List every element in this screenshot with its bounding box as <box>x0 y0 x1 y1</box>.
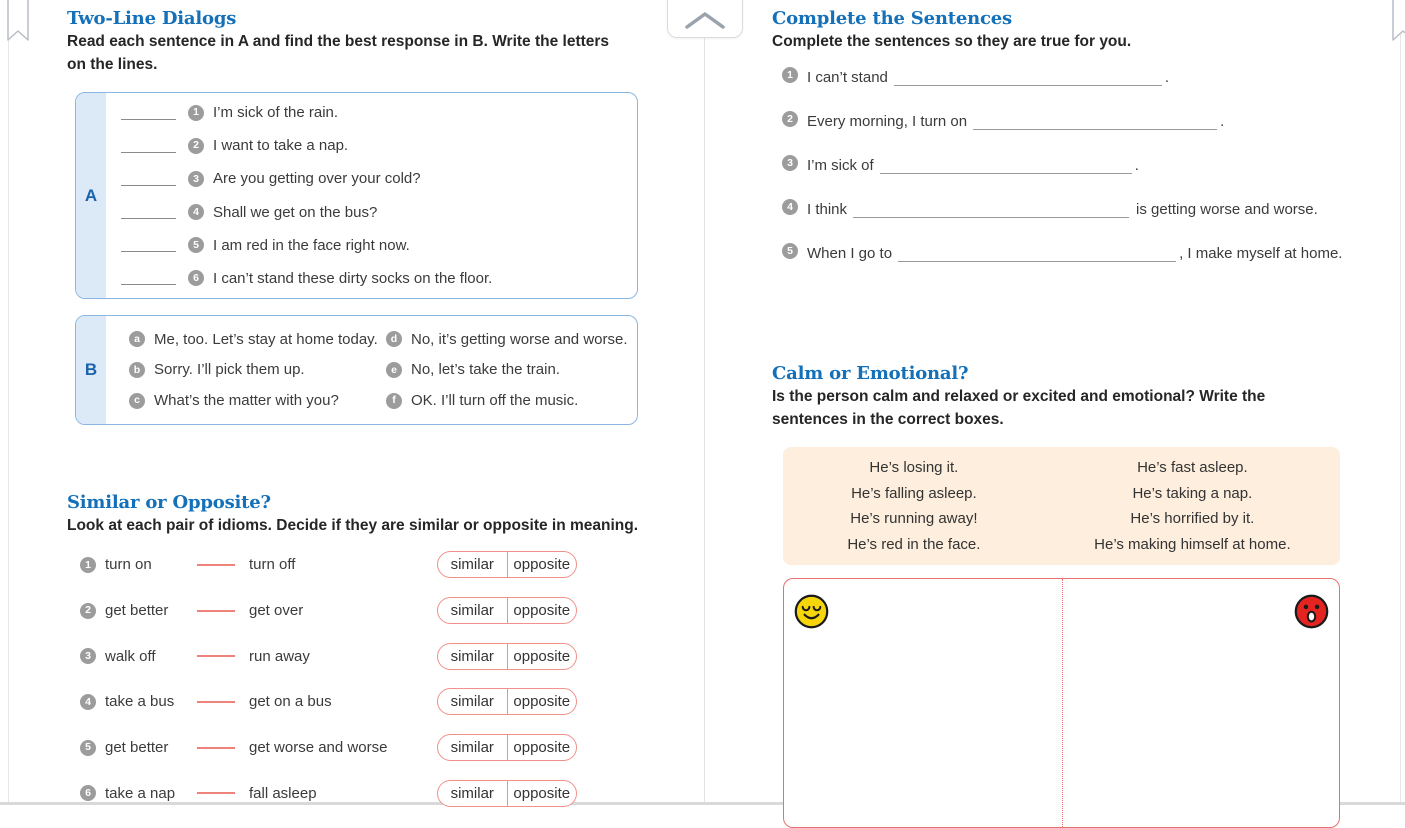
sentence-before: Every morning, I turn on <box>807 113 968 130</box>
response-sentence: What’s the matter with you? <box>154 392 339 410</box>
idiom-first: turn on <box>105 556 152 574</box>
idiom-pair-row <box>80 725 577 771</box>
dialog-a-row <box>121 137 629 154</box>
idiom-first: walk off <box>105 647 156 665</box>
dialog-b-row <box>129 392 637 409</box>
item-letter: a <box>129 331 145 347</box>
choice-similar[interactable]: similar <box>438 552 508 577</box>
item-number: 3 <box>782 155 798 171</box>
sentence-row <box>782 240 1382 262</box>
dialog-b-cell <box>129 361 386 378</box>
dialog-sentence: Are you getting over your cold? <box>213 170 421 188</box>
item-number: 5 <box>80 740 96 756</box>
fill-in-blank[interactable] <box>894 70 1162 86</box>
item-number: 3 <box>188 171 204 187</box>
item-number: 4 <box>188 204 204 220</box>
pair-dash <box>197 747 235 749</box>
bookmark-ribbon-icon <box>1389 0 1405 48</box>
instructions-similar-or-opposite: Look at each pair of idioms. Decide if they are similar or opposite in meaning. <box>67 517 639 534</box>
sentence-row <box>782 196 1382 218</box>
bank-sentence: He’s red in the face. <box>847 535 981 553</box>
page-right-edge <box>1400 0 1401 805</box>
sentence-before: I can’t stand <box>807 69 888 86</box>
dialog-sentence: I can’t stand these dirty socks on the floor. <box>213 269 493 287</box>
idiom-second: get worse and worse <box>249 739 388 757</box>
choice-opposite[interactable]: opposite <box>513 602 571 620</box>
idiom-pair-row <box>80 633 577 679</box>
sorting-box <box>783 578 1340 828</box>
pair-dash <box>197 701 235 703</box>
choice-opposite[interactable]: opposite <box>513 556 571 574</box>
box-b-label: B <box>76 316 106 424</box>
idiom-pair-row <box>80 770 577 816</box>
shocked-face-icon <box>1293 593 1330 630</box>
bank-sentence: He’s fast asleep. <box>1137 459 1248 477</box>
section-title-complete-the-sentences: Complete the Sentences <box>772 8 1012 29</box>
dialog-a-row <box>121 104 629 121</box>
item-number: 2 <box>188 138 204 154</box>
idiom-second: get on a bus <box>249 693 332 711</box>
dialog-a-row <box>121 237 629 254</box>
fill-in-blank[interactable] <box>853 202 1129 218</box>
box-a-label: A <box>76 93 106 298</box>
sentence-after: . <box>1220 113 1225 130</box>
sentence-after: is getting worse and worse. <box>1136 201 1318 218</box>
item-number: 2 <box>80 603 96 619</box>
calm-face-icon <box>793 593 830 630</box>
chevron-up-icon <box>681 9 729 31</box>
dialog-b-cell <box>386 331 628 348</box>
item-letter: d <box>386 331 402 347</box>
idiom-second: turn off <box>249 556 296 574</box>
sentence-after: . <box>1134 157 1139 174</box>
item-number: 4 <box>782 199 798 215</box>
item-number: 5 <box>188 237 204 253</box>
section-title-similar-or-opposite: Similar or Opposite? <box>67 492 271 513</box>
idiom-second: fall asleep <box>249 784 317 802</box>
dialog-a-row <box>121 270 629 287</box>
sentence-before: When I go to <box>807 245 893 262</box>
item-letter: f <box>386 393 402 409</box>
instructions-two-line-dialogs: Read each sentence in A and find the best response in B. Write the letters on the lines. <box>67 33 610 73</box>
choice-similar[interactable]: similar <box>438 781 508 806</box>
idiom-pair-row <box>80 588 577 634</box>
dialog-b-cell <box>386 392 578 409</box>
fill-in-blank[interactable] <box>898 246 1176 262</box>
dialog-sentence: Shall we get on the bus? <box>213 203 378 221</box>
item-number: 5 <box>782 243 798 259</box>
idiom-second: get over <box>249 602 304 620</box>
dotted-divider <box>1062 579 1063 827</box>
item-number: 4 <box>80 694 96 710</box>
bookmark-ribbon-icon <box>4 0 30 48</box>
choice-opposite[interactable]: opposite <box>513 739 571 757</box>
bank-sentence: He’s taking a nap. <box>1132 484 1253 502</box>
dialog-sentence: I want to take a nap. <box>213 137 349 155</box>
dialog-box-b <box>75 315 638 425</box>
choice-similar[interactable]: similar <box>438 735 508 760</box>
box-b-content <box>106 316 637 424</box>
pair-dash <box>197 792 235 794</box>
choice-pill <box>437 780 577 807</box>
item-letter: e <box>386 362 402 378</box>
sentence-word-bank <box>783 447 1340 565</box>
bank-sentence: He’s running away! <box>850 510 978 528</box>
pair-dash <box>197 655 235 657</box>
choice-opposite[interactable]: opposite <box>513 693 571 711</box>
page-spine-divider <box>704 38 705 805</box>
sentence-row <box>782 64 1382 86</box>
choice-pill <box>437 688 577 715</box>
dialog-sentence: I am red in the face right now. <box>213 236 410 254</box>
item-letter: b <box>129 362 145 378</box>
section-title-two-line-dialogs: Two-Line Dialogs <box>67 8 237 29</box>
idiom-first: get better <box>105 739 169 757</box>
dialog-a-row <box>121 204 629 221</box>
choice-similar[interactable]: similar <box>438 689 508 714</box>
sentence-row <box>782 108 1382 130</box>
instructions-calm-or-emotional: Is the person calm and relaxed or excited and emotional? Write the sentences in the correct boxes. <box>772 388 1266 428</box>
response-sentence: Me, too. Let’s stay at home today. <box>154 330 378 348</box>
answer-line[interactable] <box>121 271 176 285</box>
scroll-top-button[interactable] <box>667 0 743 38</box>
answer-line[interactable] <box>121 172 176 186</box>
section-title-calm-or-emotional: Calm or Emotional? <box>772 363 969 384</box>
item-letter: c <box>129 393 145 409</box>
choice-pill <box>437 551 577 578</box>
fill-in-blank[interactable] <box>880 158 1132 174</box>
idiom-first: take a bus <box>105 693 175 711</box>
dialog-a-row <box>121 170 629 187</box>
choice-pill <box>437 734 577 761</box>
answer-line[interactable] <box>121 106 176 120</box>
sentence-row <box>782 152 1382 174</box>
sentence-before: I think <box>807 201 848 218</box>
dialog-b-cell <box>129 331 386 348</box>
answer-line[interactable] <box>121 139 176 153</box>
choice-pill <box>437 643 577 670</box>
choice-similar[interactable]: similar <box>438 598 508 623</box>
choice-pill <box>437 597 577 624</box>
dialog-b-cell <box>129 392 386 409</box>
response-sentence: No, it’s getting worse and worse. <box>411 330 628 348</box>
instructions-complete-the-sentences: Complete the sentences so they are true for you. <box>772 33 1132 50</box>
bookmark-icon[interactable] <box>4 0 30 53</box>
similar-opposite-list <box>80 542 577 816</box>
answer-line[interactable] <box>121 238 176 252</box>
item-number: 1 <box>782 67 798 83</box>
dialog-b-cell <box>386 361 560 378</box>
bank-sentence: He’s horrified by it. <box>1130 510 1255 528</box>
item-number: 3 <box>80 648 96 664</box>
dialog-b-row <box>129 361 637 378</box>
idiom-first: get better <box>105 602 169 620</box>
idiom-pair-row <box>80 542 577 588</box>
sentence-before: I’m sick of <box>807 157 874 174</box>
dialog-box-a <box>75 92 638 299</box>
page-left-edge <box>8 0 9 805</box>
dialog-sentence: I’m sick of the rain. <box>213 104 339 121</box>
sentence-after: , I make myself at home. <box>1179 245 1343 262</box>
bank-sentence: He’s losing it. <box>869 459 959 477</box>
bank-sentence: He’s making himself at home. <box>1094 535 1291 553</box>
response-sentence: No, let’s take the train. <box>411 361 560 379</box>
idiom-first: take a nap <box>105 784 176 802</box>
idiom-pair-row <box>80 679 577 725</box>
bank-sentence: He’s falling asleep. <box>851 484 977 502</box>
response-sentence: OK. I’ll turn off the music. <box>411 392 579 410</box>
pair-dash <box>197 564 235 566</box>
bookmark-icon[interactable] <box>1389 0 1405 53</box>
response-sentence: Sorry. I’ll pick them up. <box>154 361 305 379</box>
answer-line[interactable] <box>121 205 176 219</box>
item-number: 2 <box>782 111 798 127</box>
complete-sentences-list <box>782 64 1382 284</box>
item-number: 6 <box>188 270 204 286</box>
choice-opposite[interactable]: opposite <box>513 784 571 802</box>
choice-similar[interactable]: similar <box>438 644 508 669</box>
sentence-after: . <box>1164 69 1170 86</box>
box-a-content <box>106 93 637 298</box>
fill-in-blank[interactable] <box>973 114 1217 130</box>
dialog-b-row <box>129 331 637 348</box>
item-number: 1 <box>188 105 204 121</box>
idiom-second: run away <box>249 647 310 665</box>
item-number: 1 <box>80 557 96 573</box>
item-number: 6 <box>80 785 96 801</box>
choice-opposite[interactable]: opposite <box>513 647 571 665</box>
pair-dash <box>197 610 235 612</box>
